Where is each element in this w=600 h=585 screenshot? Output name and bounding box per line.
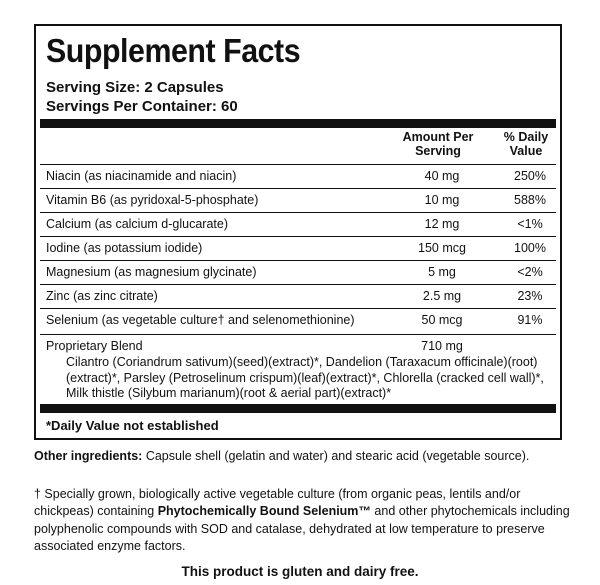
gluten-dairy-free-statement: This product is gluten and dairy free. — [181, 564, 419, 579]
servings-per-container: Servings Per Container: 60 — [46, 98, 238, 115]
other-ingredients-label: Other ingredients: — [34, 449, 143, 463]
header-amount-per-serving: Amount Per Serving — [402, 130, 474, 158]
nutrient-row — [40, 236, 556, 260]
nutrient-dv: <1% — [517, 217, 543, 231]
header-daily-value: % Daily Value — [503, 130, 549, 158]
thick-divider — [40, 119, 556, 128]
nutrient-amount: 5 mg — [428, 265, 456, 279]
footnote — [34, 486, 574, 556]
panel-title: Supplement Facts — [46, 32, 301, 69]
nutrient-amount: 10 mg — [424, 193, 460, 207]
nutrient-name: Magnesium (as magnesium glycinate) — [46, 265, 257, 279]
footnote-text-1: † Specially grown, biologically active vegetable culture (from organic peas, lentils and/or chickpeas) containing — [34, 487, 521, 519]
nutrient-name: Vitamin B6 (as pyridoxal-5-phosphate) — [46, 193, 259, 207]
blend-amount: 710 mg — [421, 339, 463, 353]
nutrient-row — [40, 284, 556, 308]
nutrient-amount: 150 mcg — [418, 241, 466, 255]
nutrient-row — [40, 164, 556, 188]
nutrient-row — [40, 308, 556, 332]
nutrient-dv: <2% — [517, 265, 543, 279]
other-ingredients — [34, 448, 574, 465]
nutrient-dv: 250% — [514, 169, 546, 183]
other-ingredients-text: Capsule shell (gelatin and water) and stearic acid (vegetable source). — [142, 449, 530, 463]
nutrient-dv: 91% — [517, 313, 543, 327]
nutrient-amount: 12 mg — [424, 217, 460, 231]
blend-description: Cilantro (Coriandrum sativum)(seed)(extract)*, Dandelion (Taraxacum officinale)(root) (extract)*, Parsley (Petroselinum crispum)(leaf)(extract)*, Chlorella (cracked cell wall)*, Milk thistle (Silybum marianum)(root & aerial part)(extract)* — [66, 355, 544, 400]
nutrient-name: Calcium (as calcium d-glucarate) — [46, 217, 229, 231]
footnote-text-2: and other phytochemicals including polyphenolic compounds with SOD and catalase, dehydrated at low temperature to preserve associated enzyme factors. — [34, 504, 570, 554]
nutrient-name: Selenium (as vegetable culture† and selenomethionine) — [46, 313, 355, 327]
nutrient-name: Niacin (as niacinamide and niacin) — [46, 169, 237, 183]
nutrient-amount: 40 mg — [424, 169, 460, 183]
proprietary-blend — [40, 334, 556, 400]
thick-divider — [40, 404, 556, 413]
nutrient-row — [40, 188, 556, 212]
nutrient-dv: 23% — [517, 289, 543, 303]
supplement-facts-panel — [34, 24, 562, 440]
nutrient-name: Iodine (as potassium iodide) — [46, 241, 203, 255]
serving-size: Serving Size: 2 Capsules — [46, 79, 224, 96]
footnote-bold: Phytochemically Bound Selenium™ — [157, 504, 371, 519]
nutrient-dv: 100% — [514, 241, 546, 255]
nutrient-dv: 588% — [514, 193, 546, 207]
daily-value-note: *Daily Value not established — [46, 418, 219, 433]
nutrient-amount: 50 mcg — [421, 313, 463, 327]
nutrient-row — [40, 212, 556, 236]
nutrient-row — [40, 260, 556, 284]
nutrient-name: Zinc (as zinc citrate) — [46, 289, 158, 303]
blend-name: Proprietary Blend — [46, 339, 143, 353]
nutrient-amount: 2.5 mg — [422, 289, 462, 303]
